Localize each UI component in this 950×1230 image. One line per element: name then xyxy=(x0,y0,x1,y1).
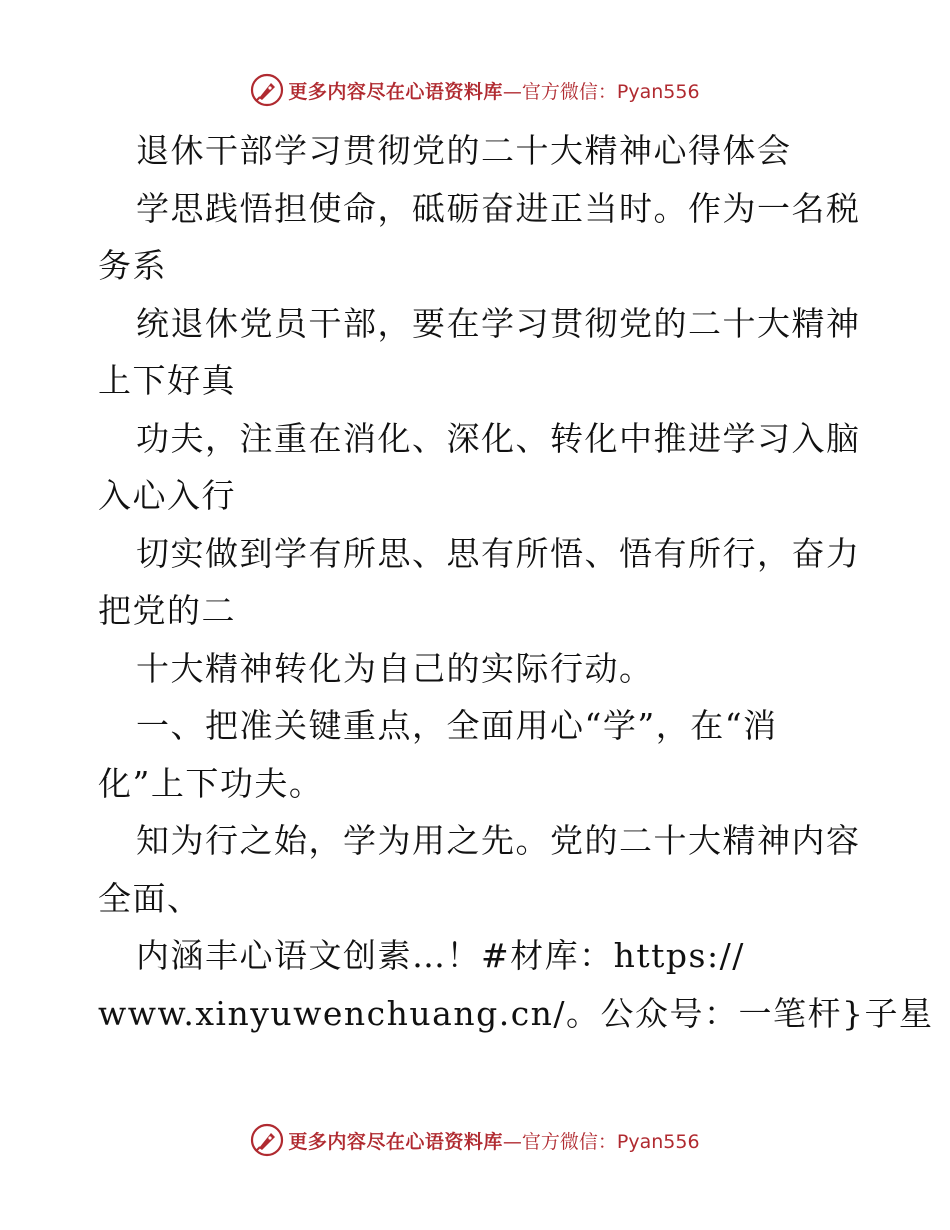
text-line: 务系 xyxy=(98,246,167,285)
text-line: 学思践悟担使命，砥砺奋进正当时。作为一名税 xyxy=(136,188,861,228)
pen-nib-icon xyxy=(250,73,284,107)
banner-wechat-text: —官方微信：Pyan556 xyxy=(502,1130,700,1153)
text-line: 把党的二 xyxy=(98,591,236,630)
text-line: 十大精神转化为自己的实际行动。 xyxy=(136,648,654,688)
section-heading-continued: 化”上下功夫。 xyxy=(98,763,324,803)
text-line: 内涵丰心语文创素…！#材库：https:// xyxy=(136,936,745,975)
text-line: 上下好真 xyxy=(98,361,236,400)
document-title: 退休干部学习贯彻党的二十大精神心得体会 xyxy=(136,131,792,170)
text-line: 知为行之始，学为用之先。党的二十大精神内容 xyxy=(136,821,861,860)
footer-banner xyxy=(0,1120,950,1160)
text-line: 全面、 xyxy=(98,878,202,918)
header-banner xyxy=(0,70,950,110)
text-line: 切实做到学有所思、思有所悟、悟有所行，奋力 xyxy=(136,533,861,573)
text-line: 入心入行 xyxy=(98,476,236,515)
text-line: 功夫，注重在消化、深化、转化中推进学习入脑 xyxy=(136,418,861,458)
banner-site-text: 更多内容尽在心语资料库 xyxy=(288,80,503,103)
pen-nib-icon xyxy=(250,1123,284,1157)
banner-site-text: 更多内容尽在心语资料库 xyxy=(288,1130,503,1153)
banner-wechat-text: —官方微信：Pyan556 xyxy=(502,80,700,103)
document-body xyxy=(98,122,934,1042)
text-line: 统退休党员干部，要在学习贯彻党的二十大精神 xyxy=(136,303,861,343)
text-line: www.xinyuwenchuang.cn/。公众号：一笔杆}子星 xyxy=(98,993,934,1033)
section-heading: 一、把准关键重点，全面用心“学”，在“消 xyxy=(136,706,778,745)
